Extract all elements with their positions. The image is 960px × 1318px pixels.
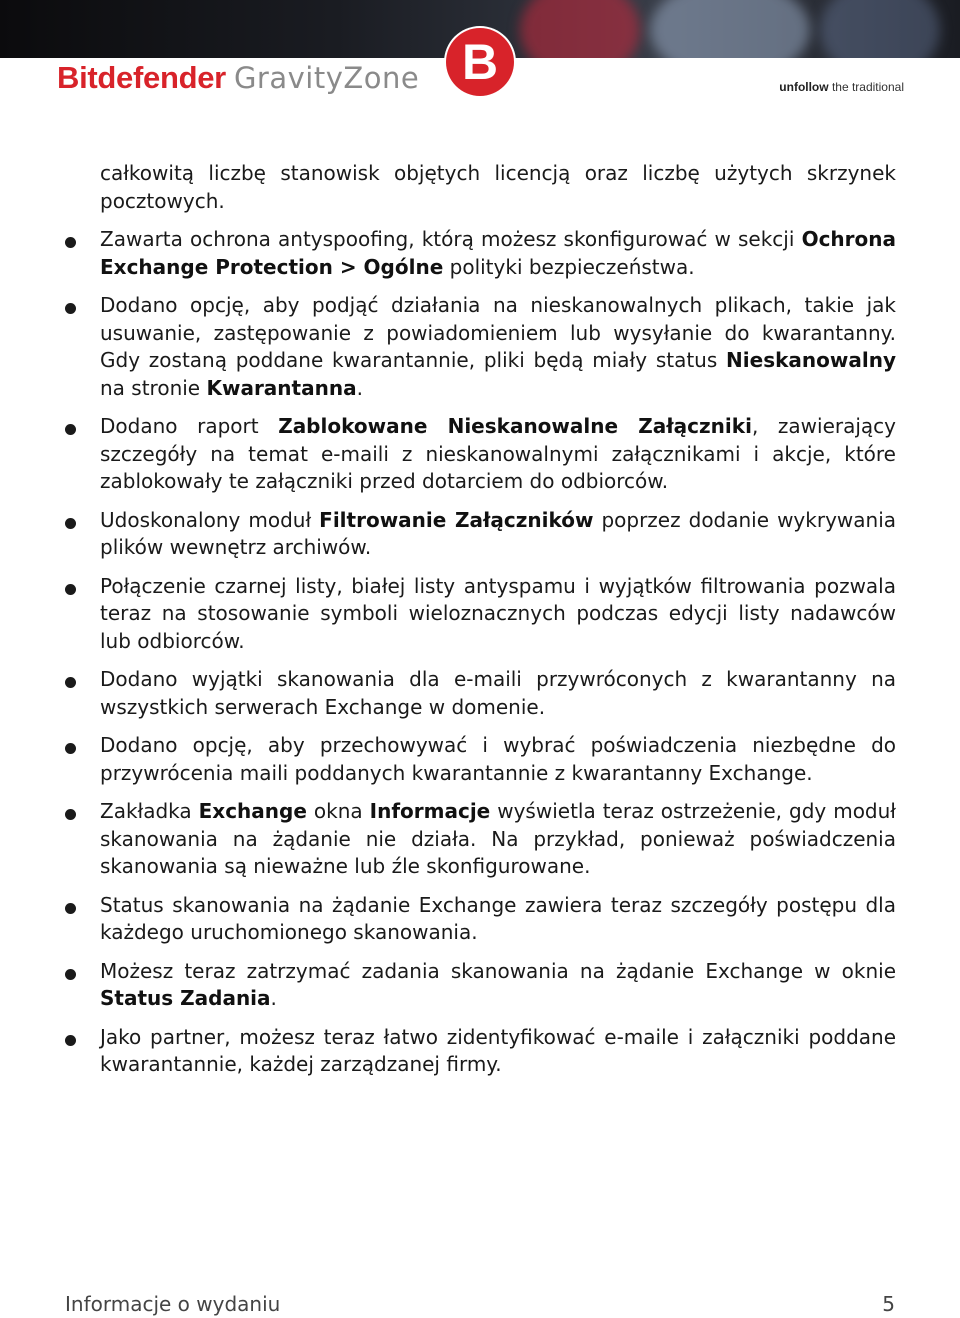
list-item [100, 292, 896, 402]
bullet-icon [65, 969, 76, 980]
bullet-icon [65, 903, 76, 914]
item-text: Możesz teraz zatrzymać zadania skanowania na żądanie Exchange w oknie [100, 958, 896, 983]
list-item [100, 226, 896, 281]
item-text: Zawarta ochrona antyspoofing, którą możesz skonfigurować w sekcji [100, 227, 802, 251]
item-text: poprzez dodanie wykrywania plików wewnętrz archiwów. [100, 507, 896, 559]
bold-term: Zablokowane Nieskanowalne Załączniki [278, 414, 752, 438]
list-item [100, 1024, 896, 1079]
item-text: . [356, 375, 363, 400]
list-item [100, 892, 896, 947]
bullet-icon [65, 518, 76, 529]
item-text: Dodano opcję, aby przechowywać i wybrać poświadczenia niezbędne do przywrócenia maili poddanych kwarantannie z kwarantanny Exchange. [100, 733, 896, 785]
item-text: na stronie [100, 375, 207, 400]
bold-term: Status Zadania [100, 986, 271, 1010]
bullet-icon [65, 743, 76, 754]
list-item [100, 413, 896, 496]
page-number: 5 [882, 1292, 895, 1316]
item-text: Jako partner, możesz teraz łatwo zidentyfikować e-maile i załączniki poddane kwarantannie, każdej zarządzanej firmy. [100, 1024, 896, 1076]
item-text: Połączenie czarnej listy, białej listy antyspamu i wyjątków filtrowania pozwala teraz na stosowanie symboli wieloznacznych podczas edycji listy nadawców lub odbiorców. [100, 573, 896, 653]
brand-logo [57, 60, 419, 100]
brand-name: Bitdefender [57, 60, 226, 95]
bitdefender-b-icon [446, 28, 514, 96]
bold-term: Filtrowanie Załączników [319, 507, 594, 532]
list-item [100, 798, 896, 881]
bullet-icon [65, 584, 76, 595]
bold-term: Kwarantanna [206, 375, 357, 400]
item-text: Zakładka [100, 799, 199, 823]
item-text: Dodano wyjątki skanowania dla e-maili przywróconych z kwarantanny na wszystkich serwerach Exchange w domenie. [100, 667, 896, 719]
release-notes-list [100, 226, 896, 1079]
footer-title: Informacje o wydaniu [65, 1292, 281, 1316]
bullet-icon [65, 303, 76, 314]
tagline-rest: the traditional [828, 80, 904, 94]
bold-term: Exchange [198, 799, 307, 823]
bullet-icon [65, 237, 76, 248]
bold-term: Nieskanowalny [726, 348, 896, 372]
list-item [100, 507, 896, 562]
bullet-icon [65, 677, 76, 688]
item-text: . [270, 986, 277, 1010]
bold-term: Ochrona Exchange Protection > Ogólne [100, 227, 896, 279]
list-item [100, 573, 896, 656]
badge-letter: B [461, 34, 499, 90]
bullet-icon [65, 1035, 76, 1046]
list-item [100, 732, 896, 787]
bold-term: Informacje [369, 799, 491, 823]
list-item [100, 958, 896, 1013]
item-text: Udoskonalony moduł [100, 507, 320, 532]
product-name: GravityZone [233, 61, 420, 95]
item-text: Dodano opcję, aby podjąć działania na nieskanowalnych plikach, takie jak usuwanie, zastępowanie z powiadomieniem lub wysyłanie do kwarantanny. Gdy zostaną poddane kwarantannie, pliki będą miały status [100, 293, 896, 372]
item-text: polityki bezpieczeństwa. [443, 254, 695, 279]
item-text: okna [306, 799, 370, 823]
bullet-icon [65, 424, 76, 435]
item-text: wyświetla teraz ostrzeżenie, gdy moduł skanowania na żądanie nie działa. Na przykład, ponieważ poświadczenia skanowania są nieważne lub źle skonfigurowane. [100, 799, 896, 878]
tagline [779, 80, 904, 94]
tagline-bold: unfollow [779, 80, 829, 94]
list-item [100, 666, 896, 721]
bullet-icon [65, 809, 76, 820]
intro-paragraph: całkowitą liczbę stanowisk objętych licencją oraz liczbę użytych skrzynek pocztowych. [100, 161, 896, 213]
item-text: Dodano raport [100, 414, 279, 438]
document-body [100, 160, 896, 1079]
item-text: , zawierający szczegóły na temat e-maili z nieskanowalnymi załącznikami i akcje, które zablokowały te załączniki przed dotarciem do odbiorców. [100, 414, 896, 493]
item-text: Status skanowania na żądanie Exchange zawiera teraz szczegóły postępu dla każdego uruchomionego skanowania. [100, 892, 896, 944]
